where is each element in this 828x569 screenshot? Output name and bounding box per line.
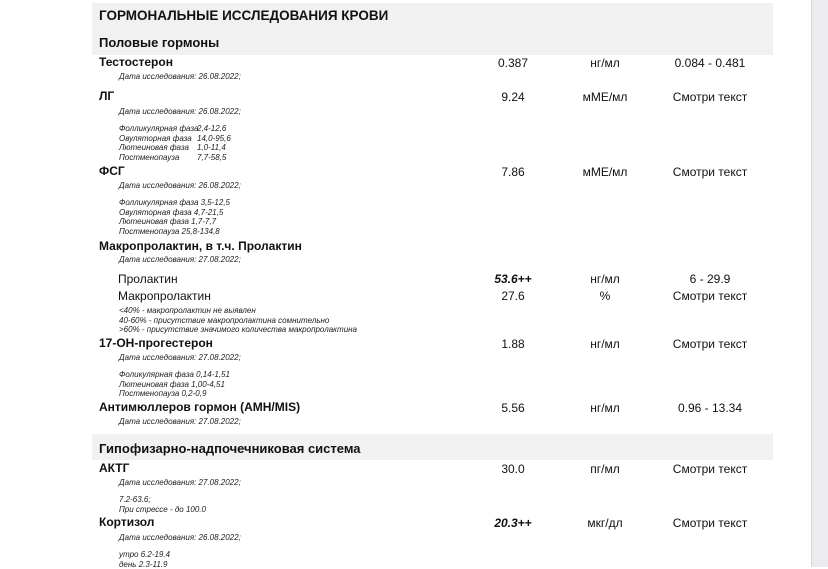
test-date: Дата исследования: 27.08.2022; — [119, 353, 241, 362]
test-date: Дата исследования: 27.08.2022; — [119, 417, 241, 426]
phase-label: Овуляторная фаза — [119, 133, 192, 143]
test-value: 20.3++ — [494, 516, 532, 530]
test-unit: мМЕ/мл — [582, 90, 628, 104]
group-title-pituitary-adrenal: Гипофизарно-надпочечниковая система — [99, 441, 361, 456]
reference-note — [119, 124, 226, 133]
test-unit: нг/мл — [590, 337, 620, 351]
test-value: 5.56 — [501, 401, 525, 415]
subtest-value: 27.6 — [501, 289, 525, 303]
phase-range: 14,0-95,6 — [197, 133, 231, 143]
phase-range: 1,0-11,4 — [197, 143, 226, 153]
test-reference-range: 0.084 - 0.481 — [674, 56, 746, 70]
subtest-name: Пролактин — [118, 272, 178, 286]
reference-note: Овуляторная фаза 4,7-21,5 — [119, 207, 224, 217]
reference-note: Лютеиновая фаза 1,00-4,51 — [119, 379, 225, 389]
reference-note: >60% - присутствие значимого количества макропролактина — [119, 325, 357, 335]
test-name: АКТГ — [99, 461, 130, 475]
phase-label: Постменопауза — [119, 153, 180, 163]
reference-note — [119, 134, 231, 143]
reference-note: Фолликулярная фаза 3,5-12,5 — [119, 198, 230, 207]
test-reference-range: Смотри текст — [672, 462, 748, 476]
test-unit: мкг/дл — [587, 516, 623, 530]
reference-note: Лютеиновая фаза 1,7-7,7 — [119, 217, 217, 227]
scrollbar-track[interactable] — [811, 0, 828, 567]
test-date: Дата исследования: 26.08.2022; — [119, 72, 241, 81]
reference-note: Постменопауза 25,8-134,8 — [119, 227, 220, 237]
subtest-name: Макропролактин — [118, 289, 211, 303]
reference-note: утро 6.2-19.4 — [119, 550, 171, 559]
subtest-value: 53.6++ — [494, 272, 532, 286]
test-name: Антимюллеров гормон (AMH/MIS) — [99, 400, 301, 414]
section-title: ГОРМОНАЛЬНЫЕ ИССЛЕДОВАНИЯ КРОВИ — [99, 8, 389, 23]
reference-note — [119, 153, 226, 162]
test-value: 1.88 — [501, 337, 525, 351]
reference-note: <40% - макропролактин не выявлен — [119, 306, 256, 315]
test-reference-range: Смотри текст — [672, 165, 748, 179]
test-name: Кортизол — [99, 515, 155, 529]
subtest-unit: нг/мл — [590, 272, 620, 286]
subtest-unit: % — [599, 289, 611, 303]
phase-label: Фолликулярная фаза — [119, 124, 199, 133]
subtest-reference-range: 6 - 29.9 — [689, 272, 731, 286]
reference-note: При стрессе - до 100.0 — [119, 504, 206, 514]
reference-note: 40-60% - присутствие макропролактина сомнительно — [119, 315, 330, 325]
test-name: Макропролактин, в т.ч. Пролактин — [99, 239, 302, 253]
test-reference-range: Смотри текст — [672, 337, 748, 351]
group-title-sex-hormones: Половые гормоны — [99, 35, 220, 50]
test-reference-range: 0.96 - 13.34 — [677, 401, 743, 415]
reference-note — [119, 143, 226, 152]
reference-note: Постменопауза 0,2-0,9 — [119, 389, 207, 399]
test-value: 30.0 — [501, 462, 525, 476]
test-unit: пг/мл — [590, 462, 620, 476]
test-unit: нг/мл — [590, 56, 620, 70]
phase-label: Лютеиновая фаза — [119, 143, 189, 153]
test-value: 0.387 — [497, 56, 529, 70]
subtest-reference-range: Смотри текст — [672, 289, 748, 303]
test-date: Дата исследования: 27.08.2022; — [119, 478, 241, 487]
test-name: Тестостерон — [99, 55, 173, 69]
test-date: Дата исследования: 26.08.2022; — [119, 533, 241, 542]
reference-note: 7.2-63.6; — [119, 495, 151, 504]
test-name: ФСГ — [99, 164, 125, 178]
test-reference-range: Смотри текст — [672, 516, 748, 530]
test-value: 7.86 — [501, 165, 525, 179]
reference-note: день 2.3-11.9 — [119, 559, 168, 569]
test-date: Дата исследования: 26.08.2022; — [119, 107, 241, 116]
test-unit: нг/мл — [590, 401, 620, 415]
reference-note: Фоликулярная фаза 0,14-1,51 — [119, 370, 230, 379]
test-unit: мМЕ/мл — [582, 165, 628, 179]
test-name: 17-ОН-прогестерон — [99, 336, 213, 350]
test-reference-range: Смотри текст — [672, 90, 748, 104]
test-name: ЛГ — [99, 89, 115, 103]
phase-range: 7,7-58,5 — [197, 153, 227, 163]
test-date: Дата исследования: 27.08.2022; — [119, 255, 241, 264]
phase-range: 2,4-12,6 — [197, 124, 227, 133]
test-date: Дата исследования: 26.08.2022; — [119, 181, 241, 190]
test-value: 9.24 — [501, 90, 525, 104]
